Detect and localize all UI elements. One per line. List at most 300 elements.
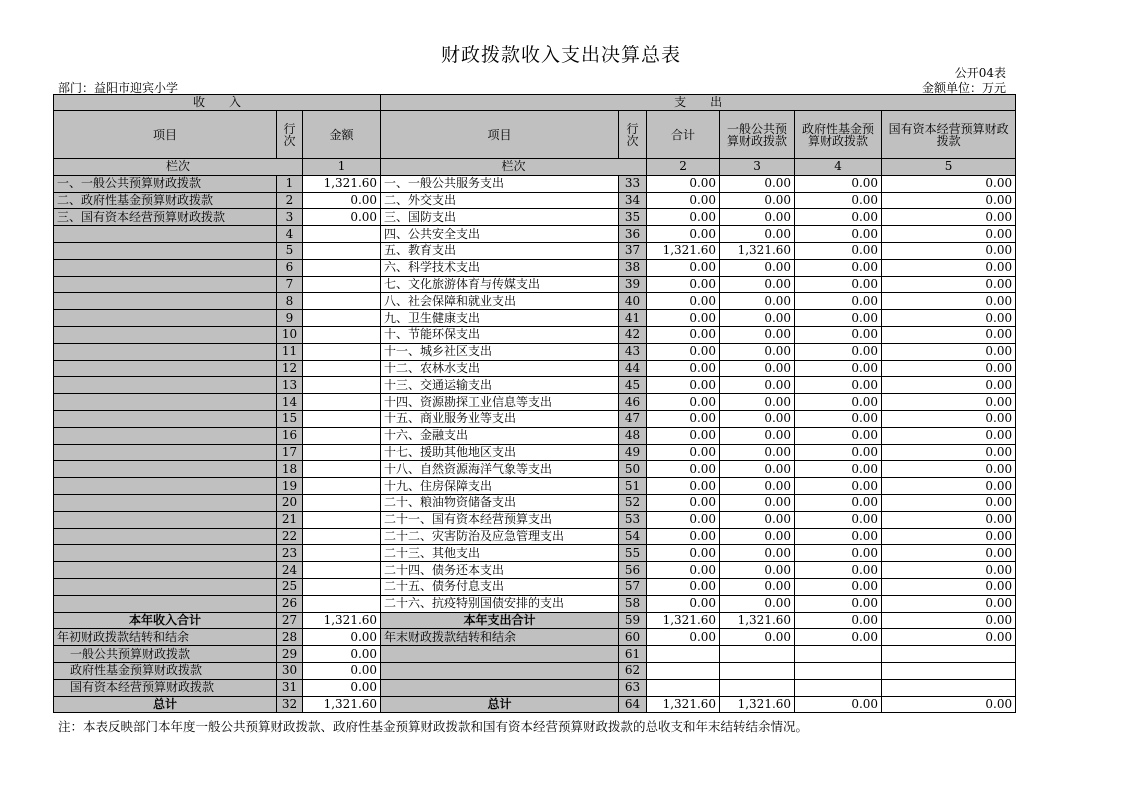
general-budget-cell: 0.00 [720, 360, 795, 377]
fund-budget-cell: 0.00 [795, 175, 882, 192]
total-cell: 0.00 [647, 259, 720, 276]
income-row-no-cell: 32 [277, 696, 303, 713]
total-cell: 0.00 [647, 377, 720, 394]
expense-row-no-cell: 39 [619, 276, 647, 293]
table-row [54, 444, 1016, 461]
expense-item-cell: 八、社会保障和就业支出 [381, 293, 619, 310]
table-row [54, 494, 1016, 511]
total-cell: 0.00 [647, 293, 720, 310]
expense-item-cell: 十三、交通运输支出 [381, 377, 619, 394]
expense-item-cell: 十一、城乡社区支出 [381, 343, 619, 360]
income-amount-cell [303, 360, 381, 377]
total-cell: 0.00 [647, 427, 720, 444]
expense-item-cell: 五、教育支出 [381, 242, 619, 259]
expense-row-no-cell: 61 [619, 646, 647, 663]
expense-item-header: 项目 [381, 111, 619, 159]
table-row [54, 209, 1016, 226]
expense-item-cell: 七、文化旅游体育与传媒支出 [381, 276, 619, 293]
fund-budget-cell: 0.00 [795, 192, 882, 209]
total-cell: 0.00 [647, 511, 720, 528]
expense-item-cell: 九、卫生健康支出 [381, 310, 619, 327]
fund-budget-cell: 0.00 [795, 377, 882, 394]
general-budget-cell: 0.00 [720, 209, 795, 226]
general-budget-cell: 0.00 [720, 343, 795, 360]
state-capital-cell: 0.00 [882, 293, 1016, 310]
income-item-header: 项目 [54, 111, 277, 159]
table-row [54, 528, 1016, 545]
income-row-no-cell: 22 [277, 528, 303, 545]
state-capital-cell: 0.00 [882, 226, 1016, 243]
income-item-cell: 政府性基金预算财政拨款 [54, 662, 277, 679]
income-row-no-cell: 29 [277, 646, 303, 663]
state-capital-cell: 0.00 [882, 696, 1016, 713]
fund-budget-cell: 0.00 [795, 276, 882, 293]
general-budget-cell: 0.00 [720, 562, 795, 579]
general-budget-cell: 0.00 [720, 394, 795, 411]
income-amount-cell: 0.00 [303, 679, 381, 696]
income-row-no-cell: 5 [277, 242, 303, 259]
col-index-3: 3 [720, 159, 795, 176]
income-item-cell: 一般公共预算财政拨款 [54, 646, 277, 663]
income-item-cell [54, 343, 277, 360]
income-amount-cell [303, 410, 381, 427]
state-capital-cell [882, 646, 1016, 663]
expense-lanci-label: 栏次 [381, 159, 647, 176]
state-capital-cell: 0.00 [882, 511, 1016, 528]
income-item-cell: 二、政府性基金预算财政拨款 [54, 192, 277, 209]
expense-item-cell: 十、节能环保支出 [381, 326, 619, 343]
fund-budget-cell: 0.00 [795, 578, 882, 595]
income-item-cell [54, 259, 277, 276]
total-cell: 1,321.60 [647, 612, 720, 629]
income-amount-cell: 0.00 [303, 646, 381, 663]
expense-row-no-cell: 51 [619, 478, 647, 495]
total-cell: 0.00 [647, 562, 720, 579]
expense-row-no-cell: 50 [619, 461, 647, 478]
expense-row-no-cell: 57 [619, 578, 647, 595]
carryover-row [54, 629, 1016, 646]
general-budget-cell: 0.00 [720, 595, 795, 612]
expense-row-no-cell: 53 [619, 511, 647, 528]
col-index-4: 4 [795, 159, 882, 176]
expense-row-no-cell: 34 [619, 192, 647, 209]
state-capital-cell: 0.00 [882, 410, 1016, 427]
total-cell: 0.00 [647, 326, 720, 343]
fund-budget-cell: 0.00 [795, 629, 882, 646]
general-budget-cell [720, 646, 795, 663]
expense-row-no-cell: 60 [619, 629, 647, 646]
total-cell [647, 662, 720, 679]
total-cell: 1,321.60 [647, 696, 720, 713]
income-item-cell: 国有资本经营预算财政拨款 [54, 679, 277, 696]
fund-budget-cell: 0.00 [795, 478, 882, 495]
total-cell: 0.00 [647, 629, 720, 646]
expense-row-no-cell: 54 [619, 528, 647, 545]
state-capital-cell: 0.00 [882, 595, 1016, 612]
income-amount-cell [303, 326, 381, 343]
income-amount-cell: 0.00 [303, 192, 381, 209]
fund-budget-cell: 0.00 [795, 310, 882, 327]
expense-row-no-cell: 58 [619, 595, 647, 612]
expense-item-cell: 二十一、国有资本经营预算支出 [381, 511, 619, 528]
expense-row-no-header: 行次 [619, 111, 647, 159]
expense-item-cell: 二十五、债务付息支出 [381, 578, 619, 595]
state-capital-cell: 0.00 [882, 461, 1016, 478]
expense-row-no-cell: 45 [619, 377, 647, 394]
income-row-no-cell: 11 [277, 343, 303, 360]
total-cell: 0.00 [647, 595, 720, 612]
expense-item-cell [381, 646, 619, 663]
income-amount-cell: 0.00 [303, 629, 381, 646]
general-budget-cell: 0.00 [720, 410, 795, 427]
state-capital-cell: 0.00 [882, 175, 1016, 192]
income-item-cell [54, 578, 277, 595]
total-cell: 0.00 [647, 410, 720, 427]
income-item-cell [54, 310, 277, 327]
expense-row-no-cell: 55 [619, 545, 647, 562]
income-amount-cell [303, 293, 381, 310]
expense-item-cell: 三、国防支出 [381, 209, 619, 226]
expense-row-no-cell: 59 [619, 612, 647, 629]
fund-budget-cell: 0.00 [795, 494, 882, 511]
income-row-no-cell: 1 [277, 175, 303, 192]
income-item-cell [54, 226, 277, 243]
fund-budget-header: 政府性基金预算财政拨款 [795, 111, 882, 159]
income-row-no-header: 行次 [277, 111, 303, 159]
general-budget-cell: 0.00 [720, 478, 795, 495]
total-cell: 0.00 [647, 310, 720, 327]
table-row [54, 175, 1016, 192]
expense-item-cell: 十五、商业服务业等支出 [381, 410, 619, 427]
fund-budget-cell: 0.00 [795, 511, 882, 528]
fund-budget-cell: 0.00 [795, 696, 882, 713]
table-row [54, 562, 1016, 579]
income-row-no-cell: 3 [277, 209, 303, 226]
fund-budget-cell: 0.00 [795, 326, 882, 343]
state-capital-cell: 0.00 [882, 494, 1016, 511]
total-cell: 0.00 [647, 578, 720, 595]
section-header-row [54, 95, 1016, 111]
state-capital-header: 国有资本经营预算财政拨款 [882, 111, 1016, 159]
table-row [54, 595, 1016, 612]
state-capital-cell [882, 679, 1016, 696]
expense-item-cell: 十二、农林水支出 [381, 360, 619, 377]
table-row [54, 276, 1016, 293]
expense-item-cell [381, 662, 619, 679]
state-capital-cell: 0.00 [882, 276, 1016, 293]
table-row [54, 461, 1016, 478]
expense-item-cell: 二十二、灾害防治及应急管理支出 [381, 528, 619, 545]
income-row-no-cell: 31 [277, 679, 303, 696]
expense-row-no-cell: 33 [619, 175, 647, 192]
income-row-no-cell: 12 [277, 360, 303, 377]
fund-budget-cell: 0.00 [795, 394, 882, 411]
expense-row-no-cell: 38 [619, 259, 647, 276]
fund-budget-cell: 0.00 [795, 528, 882, 545]
table-row [54, 326, 1016, 343]
general-budget-cell: 0.00 [720, 377, 795, 394]
expense-row-no-cell: 42 [619, 326, 647, 343]
expense-item-cell: 十九、住房保障支出 [381, 478, 619, 495]
income-row-no-cell: 28 [277, 629, 303, 646]
income-amount-cell [303, 377, 381, 394]
table-row [54, 343, 1016, 360]
total-cell: 0.00 [647, 343, 720, 360]
table-row [54, 293, 1016, 310]
fund-budget-cell [795, 679, 882, 696]
income-row-no-cell: 24 [277, 562, 303, 579]
income-item-cell [54, 394, 277, 411]
expense-row-no-cell: 43 [619, 343, 647, 360]
total-cell: 0.00 [647, 394, 720, 411]
general-budget-cell: 1,321.60 [720, 696, 795, 713]
expense-item-cell: 二十四、债务还本支出 [381, 562, 619, 579]
carryover-row [54, 662, 1016, 679]
income-amount-cell [303, 242, 381, 259]
state-capital-cell: 0.00 [882, 427, 1016, 444]
state-capital-cell: 0.00 [882, 528, 1016, 545]
income-amount-cell [303, 478, 381, 495]
total-cell: 0.00 [647, 226, 720, 243]
general-budget-cell: 0.00 [720, 293, 795, 310]
income-amount-cell [303, 343, 381, 360]
income-amount-cell [303, 226, 381, 243]
state-capital-cell: 0.00 [882, 394, 1016, 411]
state-capital-cell: 0.00 [882, 562, 1016, 579]
department-label: 部门：益阳市迎宾小学 [58, 81, 179, 95]
income-item-cell [54, 427, 277, 444]
general-budget-cell: 0.00 [720, 629, 795, 646]
total-cell: 0.00 [647, 461, 720, 478]
total-cell: 0.00 [647, 494, 720, 511]
fund-budget-cell: 0.00 [795, 612, 882, 629]
table-row [54, 310, 1016, 327]
carryover-row [54, 679, 1016, 696]
expense-item-cell: 二、外交支出 [381, 192, 619, 209]
fund-budget-cell: 0.00 [795, 343, 882, 360]
fund-budget-cell [795, 646, 882, 663]
income-row-no-cell: 6 [277, 259, 303, 276]
income-item-cell: 三、国有资本经营预算财政拨款 [54, 209, 277, 226]
general-budget-cell: 0.00 [720, 192, 795, 209]
income-row-no-cell: 15 [277, 410, 303, 427]
income-row-no-cell: 20 [277, 494, 303, 511]
expense-row-no-cell: 35 [619, 209, 647, 226]
state-capital-cell: 0.00 [882, 343, 1016, 360]
income-amount-cell [303, 444, 381, 461]
income-item-cell [54, 360, 277, 377]
general-budget-cell: 0.00 [720, 494, 795, 511]
expense-item-cell [381, 679, 619, 696]
carryover-row [54, 646, 1016, 663]
expense-row-no-cell: 46 [619, 394, 647, 411]
income-row-no-cell: 26 [277, 595, 303, 612]
state-capital-cell [882, 662, 1016, 679]
general-budget-cell: 0.00 [720, 259, 795, 276]
total-cell [647, 646, 720, 663]
general-budget-cell: 0.00 [720, 276, 795, 293]
column-index-row [54, 159, 1016, 176]
income-amount-cell [303, 427, 381, 444]
fund-budget-cell: 0.00 [795, 545, 882, 562]
expense-item-cell: 十八、自然资源海洋气象等支出 [381, 461, 619, 478]
table-row [54, 377, 1016, 394]
state-capital-cell: 0.00 [882, 444, 1016, 461]
expense-row-no-cell: 36 [619, 226, 647, 243]
fund-budget-cell: 0.00 [795, 595, 882, 612]
state-capital-cell: 0.00 [882, 310, 1016, 327]
income-row-no-cell: 27 [277, 612, 303, 629]
budget-table [53, 94, 1016, 713]
fund-budget-cell: 0.00 [795, 461, 882, 478]
income-amount-cell: 0.00 [303, 662, 381, 679]
income-item-cell [54, 595, 277, 612]
income-item-cell [54, 528, 277, 545]
income-amount-cell [303, 259, 381, 276]
income-item-cell [54, 293, 277, 310]
total-cell: 0.00 [647, 478, 720, 495]
state-capital-cell: 0.00 [882, 612, 1016, 629]
table-row [54, 226, 1016, 243]
income-amount-cell [303, 562, 381, 579]
fund-budget-cell: 0.00 [795, 562, 882, 579]
income-row-no-cell: 13 [277, 377, 303, 394]
general-budget-cell: 0.00 [720, 326, 795, 343]
income-amount-cell: 1,321.60 [303, 696, 381, 713]
state-capital-cell: 0.00 [882, 192, 1016, 209]
fund-budget-cell: 0.00 [795, 293, 882, 310]
total-cell: 0.00 [647, 528, 720, 545]
fund-budget-cell: 0.00 [795, 259, 882, 276]
expense-row-no-cell: 47 [619, 410, 647, 427]
fund-budget-cell: 0.00 [795, 444, 882, 461]
income-amount-cell: 0.00 [303, 209, 381, 226]
table-row [54, 578, 1016, 595]
general-budget-cell: 1,321.60 [720, 242, 795, 259]
income-row-no-cell: 10 [277, 326, 303, 343]
income-item-cell [54, 276, 277, 293]
general-budget-cell [720, 662, 795, 679]
income-row-no-cell: 14 [277, 394, 303, 411]
income-row-no-cell: 7 [277, 276, 303, 293]
total-cell: 0.00 [647, 276, 720, 293]
general-budget-cell: 0.00 [720, 444, 795, 461]
income-row-no-cell: 21 [277, 511, 303, 528]
income-amount-cell [303, 310, 381, 327]
table-row [54, 427, 1016, 444]
income-item-cell: 一、一般公共预算财政拨款 [54, 175, 277, 192]
expense-row-no-cell: 44 [619, 360, 647, 377]
income-item-cell: 总计 [54, 696, 277, 713]
expense-row-no-cell: 63 [619, 679, 647, 696]
state-capital-cell: 0.00 [882, 377, 1016, 394]
state-capital-cell: 0.00 [882, 209, 1016, 226]
general-budget-cell: 0.00 [720, 310, 795, 327]
general-budget-cell: 0.00 [720, 226, 795, 243]
income-item-cell [54, 562, 277, 579]
general-budget-cell: 1,321.60 [720, 612, 795, 629]
expense-item-cell: 一、一般公共服务支出 [381, 175, 619, 192]
total-cell: 0.00 [647, 192, 720, 209]
income-amount-cell: 1,321.60 [303, 612, 381, 629]
fund-budget-cell [795, 662, 882, 679]
income-amount-header: 金额 [303, 111, 381, 159]
fund-budget-cell: 0.00 [795, 226, 882, 243]
page-title: 财政拨款收入支出决算总表 [440, 44, 681, 66]
general-budget-cell: 0.00 [720, 461, 795, 478]
expense-item-cell: 六、科学技术支出 [381, 259, 619, 276]
table-row [54, 394, 1016, 411]
income-row-no-cell: 8 [277, 293, 303, 310]
fund-budget-cell: 0.00 [795, 209, 882, 226]
state-capital-cell: 0.00 [882, 326, 1016, 343]
col-index-5: 5 [882, 159, 1016, 176]
expense-item-cell: 二十三、其他支出 [381, 545, 619, 562]
total-header: 合计 [647, 111, 720, 159]
state-capital-cell: 0.00 [882, 360, 1016, 377]
total-cell [647, 679, 720, 696]
state-capital-cell: 0.00 [882, 578, 1016, 595]
total-cell: 0.00 [647, 360, 720, 377]
income-amount-cell [303, 461, 381, 478]
total-cell: 0.00 [647, 209, 720, 226]
income-item-cell [54, 326, 277, 343]
income-row-no-cell: 16 [277, 427, 303, 444]
income-item-cell: 本年收入合计 [54, 612, 277, 629]
expense-item-cell: 十六、金融支出 [381, 427, 619, 444]
expense-row-no-cell: 56 [619, 562, 647, 579]
total-cell: 0.00 [647, 545, 720, 562]
table-row [54, 410, 1016, 427]
income-item-cell [54, 444, 277, 461]
general-budget-cell: 0.00 [720, 427, 795, 444]
income-item-cell [54, 461, 277, 478]
expense-row-no-cell: 64 [619, 696, 647, 713]
general-budget-cell: 0.00 [720, 578, 795, 595]
grand-total-row [54, 696, 1016, 713]
income-amount-cell [303, 545, 381, 562]
state-capital-cell: 0.00 [882, 478, 1016, 495]
total-cell: 1,321.60 [647, 242, 720, 259]
income-item-cell [54, 511, 277, 528]
expense-row-no-cell: 48 [619, 427, 647, 444]
table-row [54, 545, 1016, 562]
table-row [54, 511, 1016, 528]
fund-budget-cell: 0.00 [795, 242, 882, 259]
expense-row-no-cell: 62 [619, 662, 647, 679]
total-cell: 0.00 [647, 444, 720, 461]
state-capital-cell: 0.00 [882, 259, 1016, 276]
year-total-row [54, 612, 1016, 629]
income-item-cell [54, 377, 277, 394]
state-capital-cell: 0.00 [882, 242, 1016, 259]
footnote: 注：本表反映部门本年度一般公共预算财政拨款、政府性基金预算财政拨款和国有资本经营预算财政拨款的总收支和年末结转结余情况。 [58, 719, 809, 734]
expense-item-cell: 本年支出合计 [381, 612, 619, 629]
expense-item-cell: 十四、资源勘探工业信息等支出 [381, 394, 619, 411]
general-budget-cell: 0.00 [720, 528, 795, 545]
general-budget-cell: 0.00 [720, 545, 795, 562]
general-budget-cell [720, 679, 795, 696]
income-amount-cell: 1,321.60 [303, 175, 381, 192]
income-row-no-cell: 2 [277, 192, 303, 209]
fund-budget-cell: 0.00 [795, 410, 882, 427]
expense-item-cell: 二十、粮油物资储备支出 [381, 494, 619, 511]
expense-item-cell: 总计 [381, 696, 619, 713]
total-cell: 0.00 [647, 175, 720, 192]
income-item-cell [54, 410, 277, 427]
expense-item-cell: 二十六、抗疫特别国债安排的支出 [381, 595, 619, 612]
table-row [54, 192, 1016, 209]
